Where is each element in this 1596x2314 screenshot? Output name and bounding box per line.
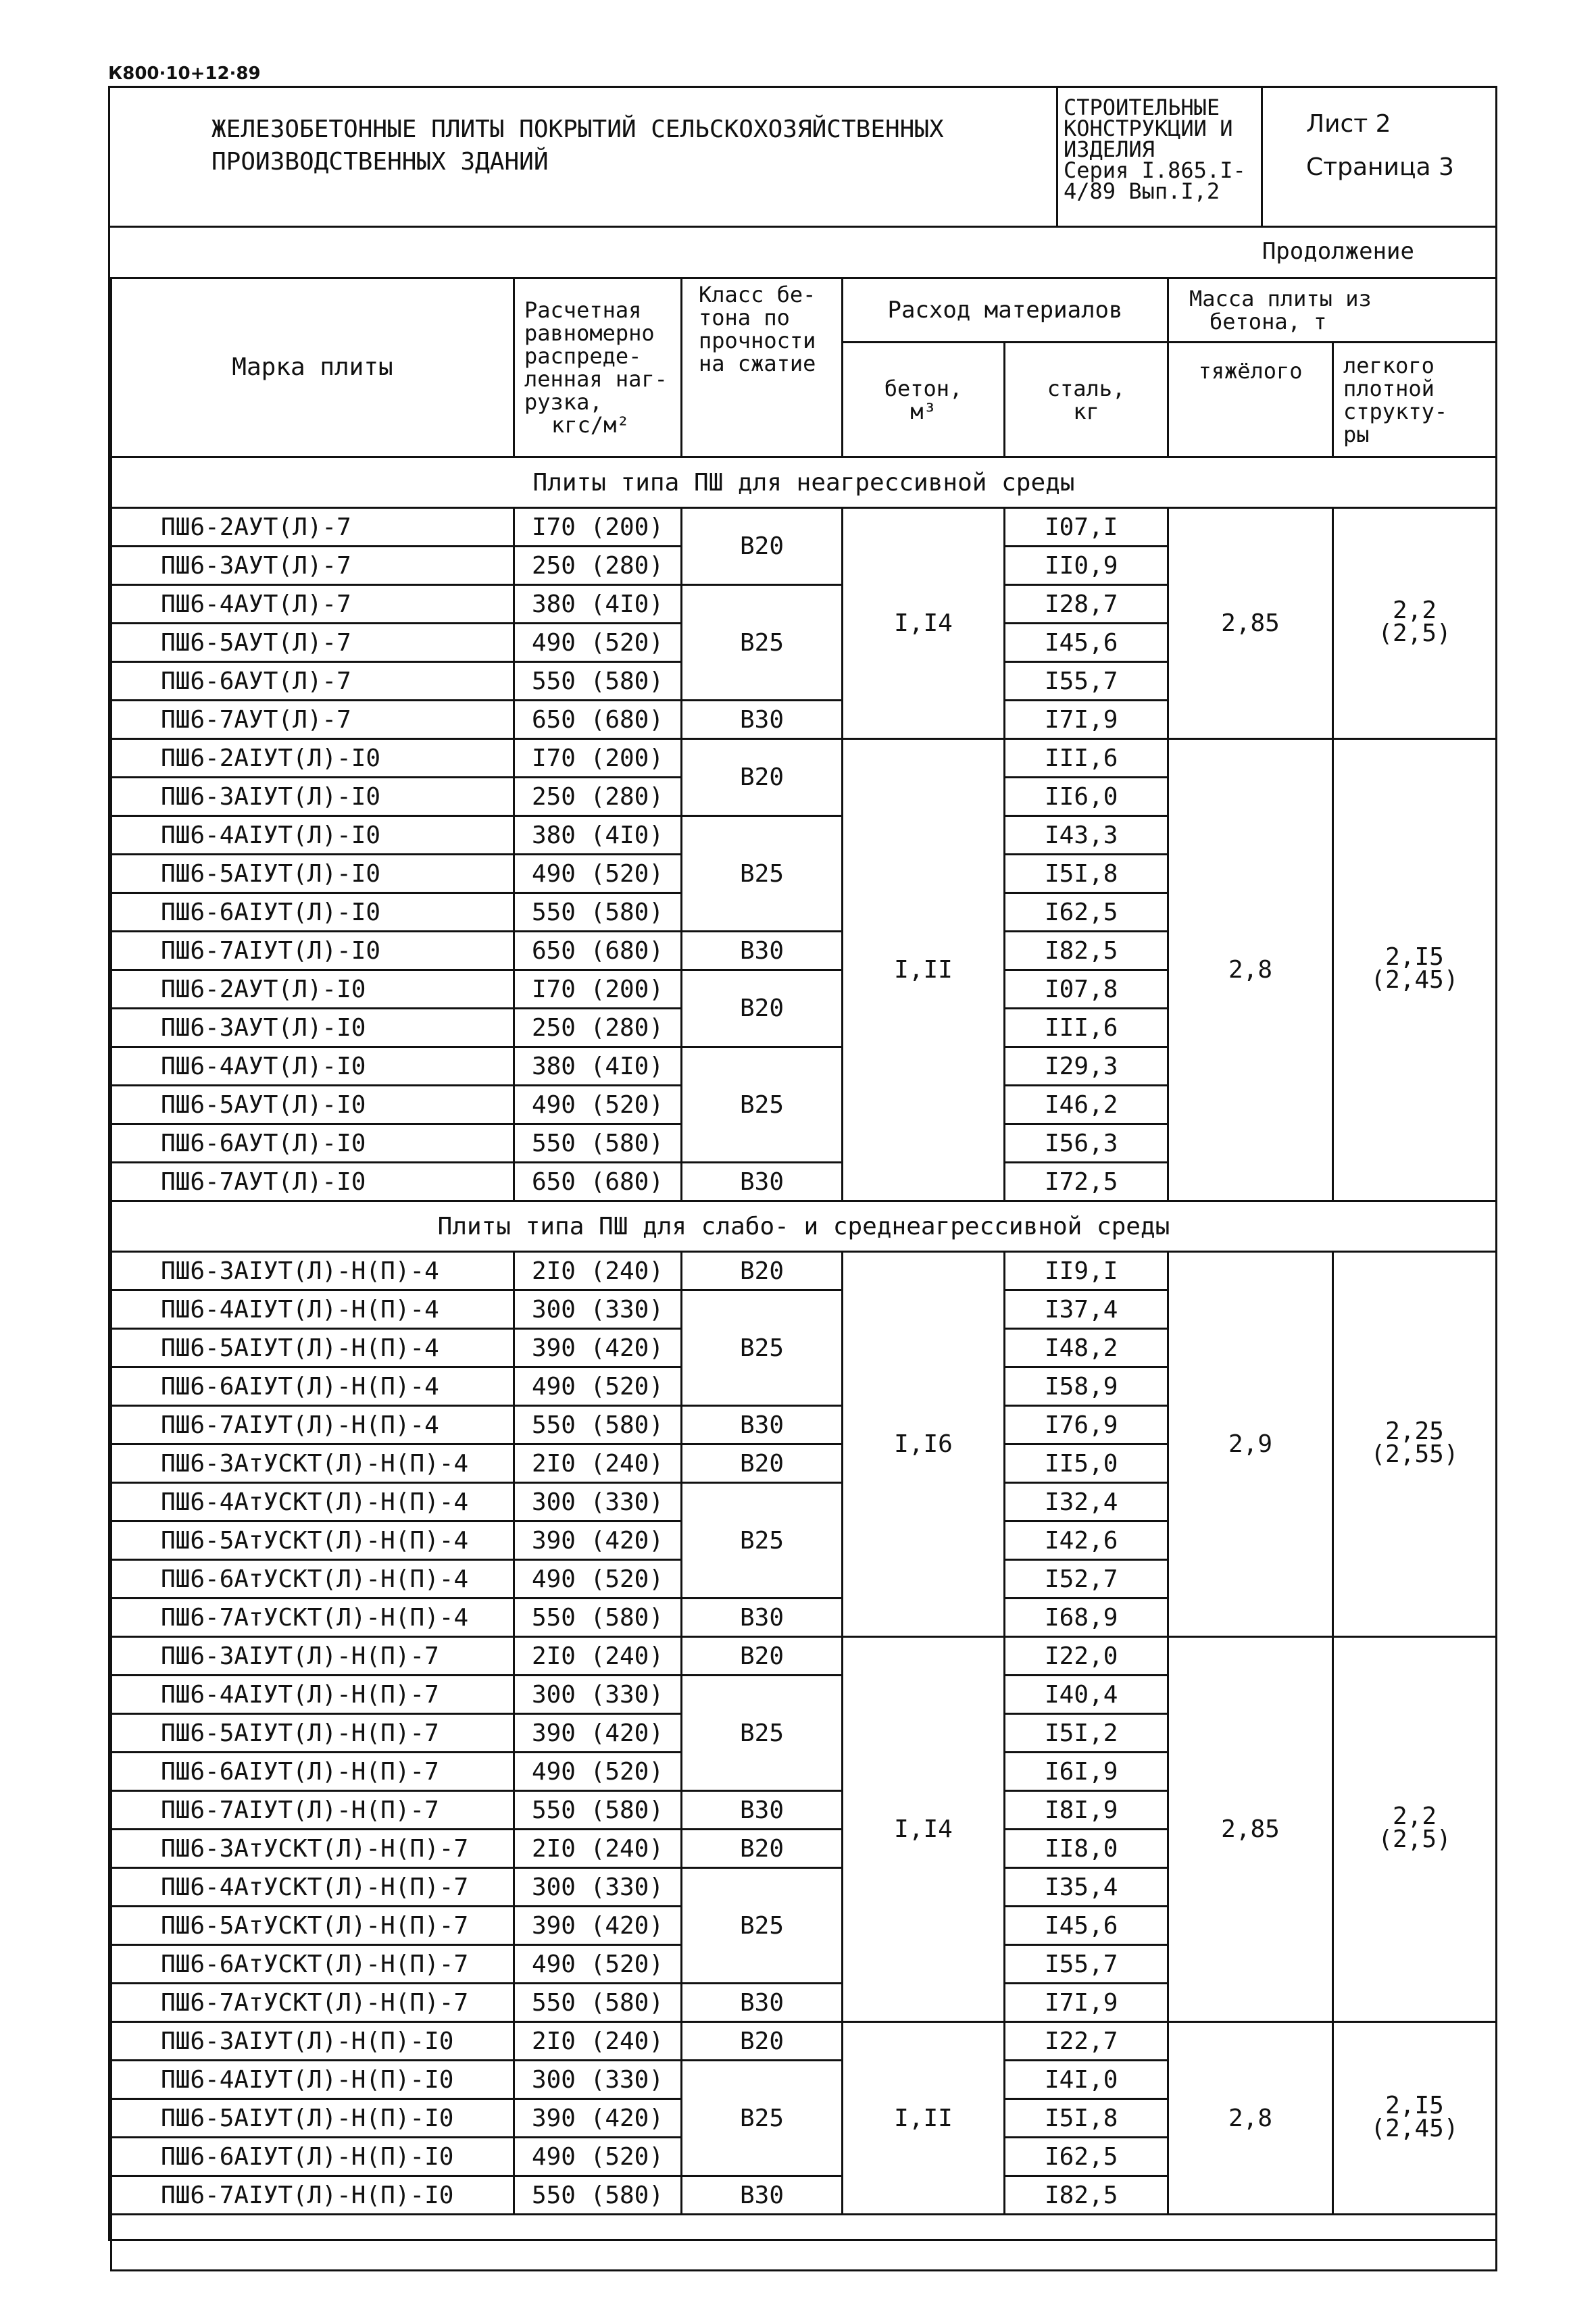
concrete-volume: I,II — [843, 2022, 1005, 2215]
mass-light-alt-value: (2,55) — [1370, 1440, 1459, 1468]
design-load: 390 (420) — [514, 1907, 682, 1945]
concrete-class: B25 — [682, 1483, 843, 1599]
concrete-class: B30 — [682, 1599, 843, 1637]
sheet-box — [1306, 103, 1454, 189]
class-line-2: тона по — [699, 305, 790, 330]
plate-mark: ПШ6-6АУТ(Л)-I0 — [111, 1124, 514, 1163]
mass-light-value: 2,25 — [1385, 1417, 1444, 1445]
design-load: 490 (520) — [514, 1753, 682, 1791]
concrete-class: B20 — [682, 1830, 843, 1868]
mass-light-alt-value: (2,45) — [1370, 966, 1459, 994]
design-load: 490 (520) — [514, 1945, 682, 1984]
design-load: 650 (680) — [514, 1163, 682, 1201]
class-line-1: Класс бе- — [699, 282, 816, 307]
plate-mark: ПШ6-5АIУТ(Л)-Н(П)-7 — [111, 1714, 514, 1753]
steel-mass: I5I,2 — [1005, 1714, 1168, 1753]
concrete-volume: I,II — [843, 739, 1005, 1201]
mass-line-2: бетона, т — [1210, 309, 1327, 334]
design-load: 250 (280) — [514, 547, 682, 585]
plate-mark: ПШ6-7АУТ(Л)-7 — [111, 701, 514, 739]
table-body — [111, 457, 1497, 2215]
plate-mark: ПШ6-7АIУТ(Л)-Н(П)-7 — [111, 1791, 514, 1830]
mass-heavy: 2,8 — [1168, 2022, 1333, 2215]
steel-mass: I72,5 — [1005, 1163, 1168, 1201]
plate-mark: ПШ6-6АУТ(Л)-7 — [111, 662, 514, 701]
concrete-volume: I,I6 — [843, 1252, 1005, 1637]
design-load: 490 (520) — [514, 624, 682, 662]
design-load: 2I0 (240) — [514, 1252, 682, 1290]
plate-mark: ПШ6-3АIУТ(Л)-Н(П)-4 — [111, 1252, 514, 1290]
steel-mass: I07,I — [1005, 508, 1168, 547]
concrete-class: B25 — [682, 585, 843, 701]
continuation-label: Продолжение — [1262, 238, 1414, 265]
concrete-class: B20 — [682, 2022, 843, 2061]
steel-mass: I56,3 — [1005, 1124, 1168, 1163]
plate-mark: ПШ6-5АIУТ(Л)-I0 — [111, 855, 514, 893]
plate-mark: ПШ6-5АтУСКТ(Л)-Н(П)-4 — [111, 1521, 514, 1560]
table-row — [111, 1252, 1497, 1290]
design-load: 650 (680) — [514, 932, 682, 970]
plate-mark: ПШ6-6АIУТ(Л)-I0 — [111, 893, 514, 932]
steel-mass: II8,0 — [1005, 1830, 1168, 1868]
plate-mark: ПШ6-6АIУТ(Л)-Н(П)-4 — [111, 1367, 514, 1406]
mass-light — [1333, 2022, 1497, 2215]
concrete-class: B30 — [682, 1163, 843, 1201]
steel-mass: I82,5 — [1005, 2176, 1168, 2215]
title-block — [110, 88, 1495, 228]
sheet-number: Лист 2 — [1306, 110, 1391, 138]
steel-line-2: кг — [1073, 398, 1099, 424]
concrete-volume: I,I4 — [843, 1637, 1005, 2022]
design-load: 490 (520) — [514, 855, 682, 893]
col-mark-header: Марка плиты — [111, 278, 514, 457]
plate-mark: ПШ6-2АУТ(Л)-I0 — [111, 970, 514, 1009]
design-load: 490 (520) — [514, 1367, 682, 1406]
design-load: 2I0 (240) — [514, 2022, 682, 2061]
section-title: Плиты типа ПШ для неагрессивной среды — [111, 457, 1497, 508]
design-load: I70 (200) — [514, 508, 682, 547]
design-load: 550 (580) — [514, 1791, 682, 1830]
steel-mass: I76,9 — [1005, 1406, 1168, 1444]
design-load: 250 (280) — [514, 778, 682, 816]
steel-mass: I82,5 — [1005, 932, 1168, 970]
table-row — [111, 739, 1497, 778]
steel-mass: I4I,0 — [1005, 2061, 1168, 2099]
plate-mark: ПШ6-4АтУСКТ(Л)-Н(П)-7 — [111, 1868, 514, 1907]
design-load: 2I0 (240) — [514, 1830, 682, 1868]
table-row — [111, 2022, 1497, 2061]
design-load: 490 (520) — [514, 2138, 682, 2176]
plate-mark: ПШ6-3АУТ(Л)-I0 — [111, 1009, 514, 1047]
plate-mark: ПШ6-4АУТ(Л)-7 — [111, 585, 514, 624]
plate-mark: ПШ6-6АтУСКТ(Л)-Н(П)-4 — [111, 1560, 514, 1599]
plate-mark: ПШ6-5АУТ(Л)-7 — [111, 624, 514, 662]
steel-mass: I22,7 — [1005, 2022, 1168, 2061]
plate-mark: ПШ6-7АIУТ(Л)-Н(П)-4 — [111, 1406, 514, 1444]
series-box — [1056, 88, 1263, 226]
concrete-class: B25 — [682, 1868, 843, 1984]
series-line-3: ИЗДЕЛИЯ — [1064, 136, 1155, 162]
design-load: 300 (330) — [514, 1676, 682, 1714]
concrete-class: B25 — [682, 1290, 843, 1406]
design-load: 300 (330) — [514, 2061, 682, 2099]
design-load: 490 (520) — [514, 1560, 682, 1599]
design-load: 550 (580) — [514, 1406, 682, 1444]
plate-mark: ПШ6-7АтУСКТ(Л)-Н(П)-7 — [111, 1984, 514, 2022]
page-number: Страница 3 — [1306, 153, 1454, 181]
mass-light-alt-value: (2,5) — [1378, 620, 1451, 647]
steel-mass: II0,9 — [1005, 547, 1168, 585]
concrete-class: B20 — [682, 508, 843, 585]
mass-light-values — [1378, 599, 1451, 645]
col-light-header — [1333, 343, 1497, 457]
concrete-class: B20 — [682, 1444, 843, 1483]
col-class-header — [682, 278, 843, 457]
steel-mass: I62,5 — [1005, 2138, 1168, 2176]
concrete-class: B20 — [682, 739, 843, 816]
design-load: 650 (680) — [514, 701, 682, 739]
plate-mark: ПШ6-7АIУТ(Л)-I0 — [111, 932, 514, 970]
plate-mark: ПШ6-4АIУТ(Л)-Н(П)-I0 — [111, 2061, 514, 2099]
title-line-2: ПРОИЗВОДСТВЕННЫХ ЗДАНИЙ — [211, 148, 549, 176]
steel-mass: I43,3 — [1005, 816, 1168, 855]
plate-mark: ПШ6-6АIУТ(Л)-Н(П)-I0 — [111, 2138, 514, 2176]
plate-mark: ПШ6-3АтУСКТ(Л)-Н(П)-7 — [111, 1830, 514, 1868]
empty-footer-row — [111, 2215, 1497, 2271]
col-load-header — [514, 278, 682, 457]
concrete-line-1: бетон, — [884, 375, 963, 401]
mass-line-1: Масса плиты из — [1189, 286, 1372, 311]
design-load: 550 (580) — [514, 1984, 682, 2022]
section-row — [111, 457, 1497, 508]
plate-mark: ПШ6-3АУТ(Л)-7 — [111, 547, 514, 585]
steel-mass: I68,9 — [1005, 1599, 1168, 1637]
steel-mass: I6I,9 — [1005, 1753, 1168, 1791]
load-line-2: равномерно — [524, 320, 655, 346]
mass-light-alt-value: (2,5) — [1378, 1826, 1451, 1853]
concrete-class: B30 — [682, 701, 843, 739]
concrete-class: B30 — [682, 932, 843, 970]
steel-mass: I55,7 — [1005, 662, 1168, 701]
steel-mass: I5I,8 — [1005, 855, 1168, 893]
design-load: 250 (280) — [514, 1009, 682, 1047]
design-load: 380 (4I0) — [514, 1047, 682, 1086]
design-load: 390 (420) — [514, 1329, 682, 1367]
col-steel-header — [1005, 343, 1168, 457]
plate-mark: ПШ6-6АIУТ(Л)-Н(П)-7 — [111, 1753, 514, 1791]
steel-mass: I45,6 — [1005, 624, 1168, 662]
light-line-3: структу- — [1343, 398, 1448, 424]
design-load: 550 (580) — [514, 1124, 682, 1163]
steel-mass: I40,4 — [1005, 1676, 1168, 1714]
page-frame — [108, 86, 1497, 2241]
plate-mark: ПШ6-4АIУТ(Л)-I0 — [111, 816, 514, 855]
design-load: 300 (330) — [514, 1483, 682, 1521]
steel-mass: III,6 — [1005, 1009, 1168, 1047]
mass-light — [1333, 739, 1497, 1201]
plate-mark: ПШ6-6АтУСКТ(Л)-Н(П)-7 — [111, 1945, 514, 1984]
steel-mass: I5I,8 — [1005, 2099, 1168, 2138]
concrete-line-2: м³ — [910, 398, 937, 424]
load-line-3: распреде- — [524, 343, 642, 369]
concrete-class: B25 — [682, 2061, 843, 2176]
design-load: 550 (580) — [514, 1599, 682, 1637]
mass-light-values — [1370, 2091, 1459, 2142]
steel-mass: I45,6 — [1005, 1907, 1168, 1945]
plate-mark: ПШ6-7АтУСКТ(Л)-Н(П)-4 — [111, 1599, 514, 1637]
plate-mark: ПШ6-3АIУТ(Л)-Н(П)-I0 — [111, 2022, 514, 2061]
plate-mark: ПШ6-4АтУСКТ(Л)-Н(П)-4 — [111, 1483, 514, 1521]
design-load: 300 (330) — [514, 1868, 682, 1907]
steel-mass: I58,9 — [1005, 1367, 1168, 1406]
concrete-class: B30 — [682, 1406, 843, 1444]
concrete-class: B20 — [682, 1637, 843, 1676]
plate-mark: ПШ6-5АтУСКТ(Л)-Н(П)-7 — [111, 1907, 514, 1945]
plate-mark: ПШ6-7АIУТ(Л)-Н(П)-I0 — [111, 2176, 514, 2215]
plate-mark: ПШ6-3АIУТ(Л)-I0 — [111, 778, 514, 816]
design-load: 2I0 (240) — [514, 1637, 682, 1676]
steel-mass: I48,2 — [1005, 1329, 1168, 1367]
light-line-1: легкого — [1343, 352, 1435, 378]
steel-mass: I29,3 — [1005, 1047, 1168, 1086]
design-load: 490 (520) — [514, 1086, 682, 1124]
plate-mark: ПШ6-4АIУТ(Л)-Н(П)-4 — [111, 1290, 514, 1329]
steel-mass: I28,7 — [1005, 585, 1168, 624]
mass-light — [1333, 1637, 1497, 2022]
concrete-class: B20 — [682, 1252, 843, 1290]
plates-table — [110, 277, 1497, 2271]
table-row — [111, 508, 1497, 547]
design-load: 390 (420) — [514, 1521, 682, 1560]
mass-light — [1333, 1252, 1497, 1637]
steel-mass: I55,7 — [1005, 1945, 1168, 1984]
load-line-1: Расчетная — [524, 297, 642, 323]
concrete-class: B25 — [682, 1047, 843, 1163]
mass-light-value: 2,2 — [1392, 597, 1437, 624]
steel-mass: I37,4 — [1005, 1290, 1168, 1329]
mass-heavy: 2,8 — [1168, 739, 1333, 1201]
steel-mass: I52,7 — [1005, 1560, 1168, 1599]
mass-light-values — [1378, 1805, 1451, 1851]
mass-light-value: 2,2 — [1392, 1803, 1437, 1830]
mass-light-value: 2,I5 — [1385, 2091, 1444, 2119]
steel-mass: I32,4 — [1005, 1483, 1168, 1521]
design-load: I70 (200) — [514, 739, 682, 778]
title-line-1: ЖЕЛЕЗОБЕТОННЫЕ ПЛИТЫ ПОКРЫТИЙ СЕЛЬСКОХОЗЯЙСТВЕННЫХ — [211, 116, 944, 143]
design-load: 550 (580) — [514, 662, 682, 701]
plate-mark: ПШ6-4АУТ(Л)-I0 — [111, 1047, 514, 1086]
plate-mark: ПШ6-3АтУСКТ(Л)-Н(П)-4 — [111, 1444, 514, 1483]
plate-mark: ПШ6-3АIУТ(Л)-Н(П)-7 — [111, 1637, 514, 1676]
design-load: 550 (580) — [514, 893, 682, 932]
design-load: 2I0 (240) — [514, 1444, 682, 1483]
steel-mass: I35,4 — [1005, 1868, 1168, 1907]
plate-mark: ПШ6-5АУТ(Л)-I0 — [111, 1086, 514, 1124]
light-line-4: ры — [1343, 421, 1370, 447]
steel-mass: II5,0 — [1005, 1444, 1168, 1483]
series-line-5: 4/89 Вып.I,2 — [1064, 178, 1220, 204]
col-concrete-header — [843, 343, 1005, 457]
table-row — [111, 1637, 1497, 1676]
concrete-class: B25 — [682, 1676, 843, 1791]
section-title: Плиты типа ПШ для слабо- и среднеагрессивной среды — [111, 1201, 1497, 1252]
section-row — [111, 1201, 1497, 1252]
design-load: 390 (420) — [514, 1714, 682, 1753]
class-line-3: прочности — [699, 328, 816, 353]
steel-mass: I62,5 — [1005, 893, 1168, 932]
steel-mass: I7I,9 — [1005, 701, 1168, 739]
steel-mass: I07,8 — [1005, 970, 1168, 1009]
series-line-2: КОНСТРУКЦИИ И — [1064, 116, 1233, 141]
design-load: 390 (420) — [514, 2099, 682, 2138]
steel-mass: I42,6 — [1005, 1521, 1168, 1560]
steel-mass: I8I,9 — [1005, 1791, 1168, 1830]
mass-light-values — [1370, 1417, 1459, 1468]
design-load: 550 (580) — [514, 2176, 682, 2215]
mass-light-alt-value: (2,45) — [1370, 2114, 1459, 2142]
col-mass-header — [1168, 278, 1497, 343]
steel-mass: I7I,9 — [1005, 1984, 1168, 2022]
concrete-class: B25 — [682, 816, 843, 932]
document-title — [211, 114, 1137, 178]
class-line-4: на сжатие — [699, 351, 816, 376]
design-load: 380 (4I0) — [514, 816, 682, 855]
concrete-class: B20 — [682, 970, 843, 1047]
steel-line-1: сталь, — [1047, 375, 1126, 401]
design-load: 380 (4I0) — [514, 585, 682, 624]
light-line-2: плотной — [1343, 375, 1435, 401]
mass-heavy: 2,85 — [1168, 508, 1333, 739]
load-line-6: кгс/м² — [551, 412, 630, 438]
plate-mark: ПШ6-7АУТ(Л)-I0 — [111, 1163, 514, 1201]
concrete-volume: I,I4 — [843, 508, 1005, 739]
concrete-class: B30 — [682, 1984, 843, 2022]
plate-mark: ПШ6-2АIУТ(Л)-I0 — [111, 739, 514, 778]
mass-light — [1333, 508, 1497, 739]
design-load: I70 (200) — [514, 970, 682, 1009]
mass-light-value: 2,I5 — [1385, 943, 1444, 971]
col-materials-header: Расход материалов — [843, 278, 1168, 343]
steel-mass: II9,I — [1005, 1252, 1168, 1290]
steel-mass: III,6 — [1005, 739, 1168, 778]
plate-mark: ПШ6-5АIУТ(Л)-Н(П)-I0 — [111, 2099, 514, 2138]
plate-mark: ПШ6-5АIУТ(Л)-Н(П)-4 — [111, 1329, 514, 1367]
col-heavy-header: тяжёлого — [1168, 343, 1333, 457]
concrete-class: B30 — [682, 1791, 843, 1830]
steel-mass: I46,2 — [1005, 1086, 1168, 1124]
mass-heavy: 2,9 — [1168, 1252, 1333, 1637]
plate-mark: ПШ6-4АIУТ(Л)-Н(П)-7 — [111, 1676, 514, 1714]
steel-mass: II6,0 — [1005, 778, 1168, 816]
steel-mass: I22,0 — [1005, 1637, 1168, 1676]
document-code: К800·10+12·89 — [108, 64, 261, 84]
load-line-4: ленная наг- — [524, 366, 668, 392]
series-line-1: СТРОИТЕЛЬНЫЕ — [1064, 95, 1220, 120]
concrete-class: B30 — [682, 2176, 843, 2215]
design-load: 300 (330) — [514, 1290, 682, 1329]
mass-heavy: 2,85 — [1168, 1637, 1333, 2022]
series-line-4: Серия I.865.I- — [1064, 157, 1246, 183]
load-line-5: рузка, — [524, 389, 603, 415]
plate-mark: ПШ6-2АУТ(Л)-7 — [111, 508, 514, 547]
mass-light-values — [1370, 943, 1459, 994]
